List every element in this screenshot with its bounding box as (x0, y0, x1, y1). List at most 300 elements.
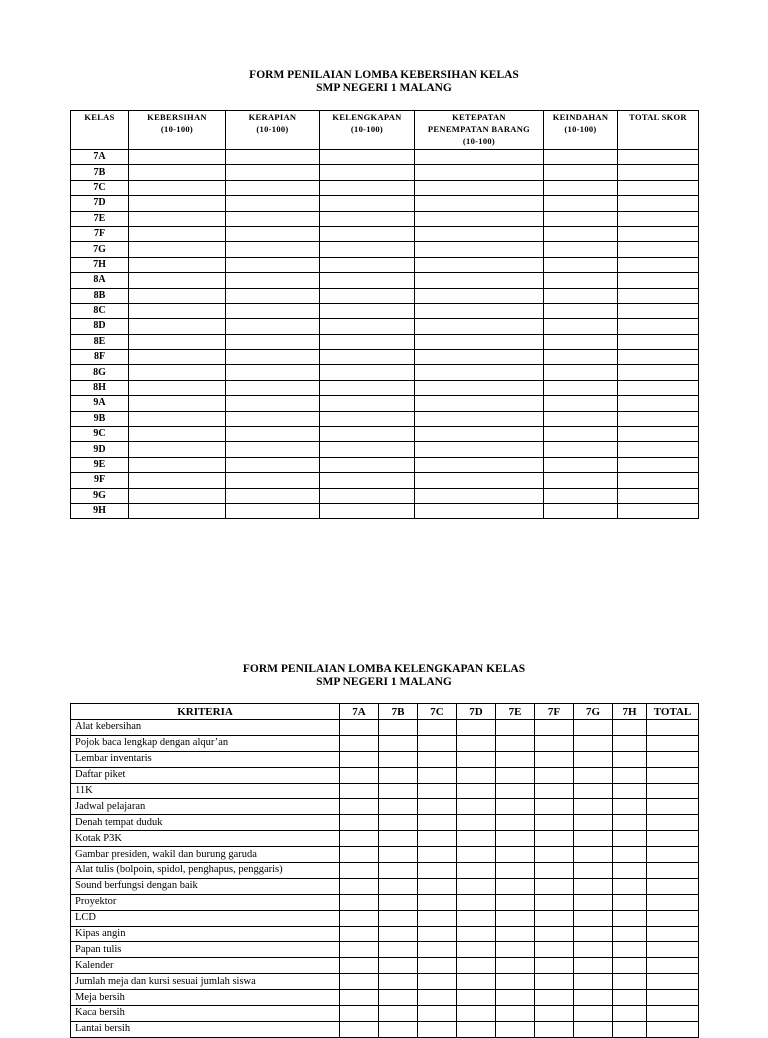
form1-score-cell[interactable] (544, 257, 618, 272)
form1-score-cell[interactable] (129, 150, 226, 165)
form1-score-cell[interactable] (129, 273, 226, 288)
form2-score-cell[interactable] (496, 815, 535, 831)
form1-score-cell[interactable] (415, 350, 544, 365)
form1-score-cell[interactable] (618, 442, 699, 457)
form1-score-cell[interactable] (618, 303, 699, 318)
form2-score-cell[interactable] (613, 847, 647, 863)
form1-score-cell[interactable] (415, 180, 544, 195)
form2-score-cell[interactable] (574, 990, 613, 1006)
form1-score-cell[interactable] (320, 257, 415, 272)
form1-score-cell[interactable] (226, 503, 320, 518)
form2-score-cell[interactable] (379, 958, 418, 974)
form2-score-cell[interactable] (457, 767, 496, 783)
form2-score-cell[interactable] (457, 863, 496, 879)
form1-score-cell[interactable] (320, 226, 415, 241)
form2-score-cell[interactable] (496, 799, 535, 815)
form1-score-cell[interactable] (618, 380, 699, 395)
form2-score-cell[interactable] (418, 863, 457, 879)
form2-score-cell[interactable] (613, 799, 647, 815)
form1-score-cell[interactable] (618, 288, 699, 303)
form2-score-cell[interactable] (418, 831, 457, 847)
form1-score-cell[interactable] (415, 365, 544, 380)
form2-score-cell[interactable] (613, 720, 647, 736)
form1-score-cell[interactable] (226, 288, 320, 303)
form2-score-cell[interactable] (613, 735, 647, 751)
form2-score-cell[interactable] (496, 831, 535, 847)
form1-score-cell[interactable] (129, 180, 226, 195)
form2-score-cell[interactable] (574, 942, 613, 958)
form1-score-cell[interactable] (320, 319, 415, 334)
form2-score-cell[interactable] (647, 894, 699, 910)
form2-score-cell[interactable] (496, 894, 535, 910)
form2-score-cell[interactable] (613, 910, 647, 926)
form1-score-cell[interactable] (618, 165, 699, 180)
form1-score-cell[interactable] (415, 150, 544, 165)
form1-score-cell[interactable] (129, 226, 226, 241)
form2-score-cell[interactable] (647, 878, 699, 894)
form2-score-cell[interactable] (457, 990, 496, 1006)
form2-score-cell[interactable] (457, 751, 496, 767)
form1-score-cell[interactable] (226, 427, 320, 442)
form2-score-cell[interactable] (379, 894, 418, 910)
form2-score-cell[interactable] (379, 990, 418, 1006)
form2-score-cell[interactable] (418, 910, 457, 926)
form2-score-cell[interactable] (535, 847, 574, 863)
form2-score-cell[interactable] (535, 910, 574, 926)
form1-score-cell[interactable] (320, 303, 415, 318)
form1-score-cell[interactable] (544, 488, 618, 503)
form2-score-cell[interactable] (613, 958, 647, 974)
form2-score-cell[interactable] (457, 958, 496, 974)
form2-score-cell[interactable] (647, 799, 699, 815)
form1-score-cell[interactable] (618, 427, 699, 442)
form2-score-cell[interactable] (340, 942, 379, 958)
form1-score-cell[interactable] (618, 319, 699, 334)
form1-score-cell[interactable] (544, 503, 618, 518)
form1-score-cell[interactable] (544, 288, 618, 303)
form1-score-cell[interactable] (544, 242, 618, 257)
form1-score-cell[interactable] (129, 473, 226, 488)
form1-score-cell[interactable] (544, 196, 618, 211)
form2-score-cell[interactable] (418, 942, 457, 958)
form1-score-cell[interactable] (226, 196, 320, 211)
form2-score-cell[interactable] (379, 831, 418, 847)
form2-score-cell[interactable] (340, 799, 379, 815)
form2-score-cell[interactable] (574, 815, 613, 831)
form1-score-cell[interactable] (129, 503, 226, 518)
form2-score-cell[interactable] (613, 894, 647, 910)
form1-score-cell[interactable] (415, 273, 544, 288)
form1-score-cell[interactable] (618, 196, 699, 211)
form2-score-cell[interactable] (418, 751, 457, 767)
form2-score-cell[interactable] (418, 878, 457, 894)
form1-score-cell[interactable] (320, 457, 415, 472)
form1-score-cell[interactable] (544, 180, 618, 195)
form1-score-cell[interactable] (544, 303, 618, 318)
form1-score-cell[interactable] (226, 473, 320, 488)
form2-score-cell[interactable] (574, 958, 613, 974)
form1-score-cell[interactable] (618, 473, 699, 488)
form1-score-cell[interactable] (618, 257, 699, 272)
form1-score-cell[interactable] (618, 503, 699, 518)
form1-score-cell[interactable] (544, 150, 618, 165)
form1-score-cell[interactable] (415, 488, 544, 503)
form2-score-cell[interactable] (379, 799, 418, 815)
form2-score-cell[interactable] (613, 974, 647, 990)
form2-score-cell[interactable] (574, 831, 613, 847)
form1-score-cell[interactable] (226, 242, 320, 257)
form2-score-cell[interactable] (496, 910, 535, 926)
form2-score-cell[interactable] (418, 926, 457, 942)
form2-score-cell[interactable] (496, 783, 535, 799)
form2-score-cell[interactable] (457, 1006, 496, 1022)
form1-score-cell[interactable] (320, 288, 415, 303)
form1-score-cell[interactable] (226, 303, 320, 318)
form2-score-cell[interactable] (574, 720, 613, 736)
form2-score-cell[interactable] (418, 847, 457, 863)
form1-score-cell[interactable] (415, 165, 544, 180)
form2-score-cell[interactable] (574, 926, 613, 942)
form2-score-cell[interactable] (340, 831, 379, 847)
form2-score-cell[interactable] (379, 720, 418, 736)
form2-score-cell[interactable] (613, 751, 647, 767)
form1-score-cell[interactable] (320, 380, 415, 395)
form1-score-cell[interactable] (544, 442, 618, 457)
form2-score-cell[interactable] (340, 783, 379, 799)
form1-score-cell[interactable] (226, 226, 320, 241)
form2-score-cell[interactable] (496, 990, 535, 1006)
form1-score-cell[interactable] (129, 427, 226, 442)
form1-score-cell[interactable] (618, 273, 699, 288)
form1-score-cell[interactable] (544, 473, 618, 488)
form1-score-cell[interactable] (226, 396, 320, 411)
form1-score-cell[interactable] (129, 165, 226, 180)
form2-score-cell[interactable] (379, 1006, 418, 1022)
form1-score-cell[interactable] (129, 334, 226, 349)
form2-score-cell[interactable] (613, 863, 647, 879)
form2-score-cell[interactable] (340, 974, 379, 990)
form1-score-cell[interactable] (618, 350, 699, 365)
form2-score-cell[interactable] (535, 974, 574, 990)
form2-score-cell[interactable] (535, 783, 574, 799)
form1-score-cell[interactable] (320, 365, 415, 380)
form1-score-cell[interactable] (415, 334, 544, 349)
form1-score-cell[interactable] (320, 442, 415, 457)
form1-score-cell[interactable] (618, 150, 699, 165)
form2-score-cell[interactable] (418, 783, 457, 799)
form1-score-cell[interactable] (618, 488, 699, 503)
form2-score-cell[interactable] (418, 894, 457, 910)
form2-score-cell[interactable] (418, 767, 457, 783)
form1-score-cell[interactable] (226, 319, 320, 334)
form2-score-cell[interactable] (647, 926, 699, 942)
form2-score-cell[interactable] (379, 878, 418, 894)
form1-score-cell[interactable] (544, 365, 618, 380)
form2-score-cell[interactable] (535, 767, 574, 783)
form1-score-cell[interactable] (226, 365, 320, 380)
form2-score-cell[interactable] (647, 847, 699, 863)
form2-score-cell[interactable] (535, 815, 574, 831)
form2-score-cell[interactable] (457, 942, 496, 958)
form2-score-cell[interactable] (535, 751, 574, 767)
form1-score-cell[interactable] (544, 226, 618, 241)
form2-score-cell[interactable] (340, 767, 379, 783)
form2-score-cell[interactable] (647, 751, 699, 767)
form1-score-cell[interactable] (320, 396, 415, 411)
form2-score-cell[interactable] (418, 720, 457, 736)
form2-score-cell[interactable] (379, 783, 418, 799)
form1-score-cell[interactable] (320, 165, 415, 180)
form1-score-cell[interactable] (544, 350, 618, 365)
form2-score-cell[interactable] (418, 815, 457, 831)
form2-score-cell[interactable] (340, 990, 379, 1006)
form2-score-cell[interactable] (457, 815, 496, 831)
form1-score-cell[interactable] (320, 196, 415, 211)
form1-score-cell[interactable] (129, 365, 226, 380)
form2-score-cell[interactable] (379, 735, 418, 751)
form2-score-cell[interactable] (613, 815, 647, 831)
form2-score-cell[interactable] (647, 990, 699, 1006)
form2-score-cell[interactable] (379, 942, 418, 958)
form1-score-cell[interactable] (544, 319, 618, 334)
form2-score-cell[interactable] (496, 958, 535, 974)
form2-score-cell[interactable] (535, 990, 574, 1006)
form2-score-cell[interactable] (457, 847, 496, 863)
form2-score-cell[interactable] (340, 751, 379, 767)
form2-score-cell[interactable] (496, 1006, 535, 1022)
form2-score-cell[interactable] (418, 735, 457, 751)
form1-score-cell[interactable] (320, 150, 415, 165)
form1-score-cell[interactable] (415, 457, 544, 472)
form2-score-cell[interactable] (574, 894, 613, 910)
form2-score-cell[interactable] (457, 974, 496, 990)
form1-score-cell[interactable] (618, 365, 699, 380)
form2-score-cell[interactable] (496, 863, 535, 879)
form2-score-cell[interactable] (340, 926, 379, 942)
form2-score-cell[interactable] (340, 878, 379, 894)
form1-score-cell[interactable] (618, 334, 699, 349)
form1-score-cell[interactable] (320, 334, 415, 349)
form1-score-cell[interactable] (415, 427, 544, 442)
form2-score-cell[interactable] (613, 767, 647, 783)
form2-score-cell[interactable] (418, 799, 457, 815)
form2-score-cell[interactable] (647, 831, 699, 847)
form1-score-cell[interactable] (320, 427, 415, 442)
form1-score-cell[interactable] (544, 165, 618, 180)
form1-score-cell[interactable] (618, 226, 699, 241)
form2-score-cell[interactable] (535, 799, 574, 815)
form2-score-cell[interactable] (496, 751, 535, 767)
form1-score-cell[interactable] (415, 396, 544, 411)
form2-score-cell[interactable] (418, 990, 457, 1006)
form2-score-cell[interactable] (574, 799, 613, 815)
form1-score-cell[interactable] (544, 457, 618, 472)
form2-score-cell[interactable] (647, 783, 699, 799)
form2-score-cell[interactable] (496, 735, 535, 751)
form2-score-cell[interactable] (613, 831, 647, 847)
form1-score-cell[interactable] (544, 273, 618, 288)
form2-score-cell[interactable] (535, 942, 574, 958)
form1-score-cell[interactable] (415, 380, 544, 395)
form1-score-cell[interactable] (618, 411, 699, 426)
form2-score-cell[interactable] (574, 863, 613, 879)
form2-score-cell[interactable] (574, 735, 613, 751)
form2-score-cell[interactable] (457, 783, 496, 799)
form1-score-cell[interactable] (320, 488, 415, 503)
form1-score-cell[interactable] (320, 180, 415, 195)
form1-score-cell[interactable] (129, 457, 226, 472)
form1-score-cell[interactable] (415, 503, 544, 518)
form1-score-cell[interactable] (129, 350, 226, 365)
form2-score-cell[interactable] (457, 910, 496, 926)
form1-score-cell[interactable] (129, 257, 226, 272)
form2-score-cell[interactable] (613, 990, 647, 1006)
form2-score-cell[interactable] (613, 783, 647, 799)
form2-score-cell[interactable] (340, 863, 379, 879)
form1-score-cell[interactable] (226, 150, 320, 165)
form2-score-cell[interactable] (535, 958, 574, 974)
form2-score-cell[interactable] (613, 1006, 647, 1022)
form2-score-cell[interactable] (613, 878, 647, 894)
form1-score-cell[interactable] (226, 165, 320, 180)
form2-score-cell[interactable] (379, 863, 418, 879)
form2-score-cell[interactable] (418, 1006, 457, 1022)
form2-score-cell[interactable] (535, 831, 574, 847)
form2-score-cell[interactable] (535, 926, 574, 942)
form2-score-cell[interactable] (535, 720, 574, 736)
form1-score-cell[interactable] (544, 211, 618, 226)
form2-score-cell[interactable] (340, 735, 379, 751)
form2-score-cell[interactable] (457, 926, 496, 942)
form2-score-cell[interactable] (379, 910, 418, 926)
form1-score-cell[interactable] (415, 473, 544, 488)
form2-score-cell[interactable] (379, 751, 418, 767)
form1-score-cell[interactable] (226, 457, 320, 472)
form1-score-cell[interactable] (544, 380, 618, 395)
form1-score-cell[interactable] (618, 457, 699, 472)
form1-score-cell[interactable] (226, 257, 320, 272)
form2-score-cell[interactable] (574, 767, 613, 783)
form1-score-cell[interactable] (415, 242, 544, 257)
form1-score-cell[interactable] (618, 242, 699, 257)
form1-score-cell[interactable] (226, 180, 320, 195)
form1-score-cell[interactable] (320, 242, 415, 257)
form2-score-cell[interactable] (574, 751, 613, 767)
form1-score-cell[interactable] (129, 242, 226, 257)
form2-score-cell[interactable] (457, 878, 496, 894)
form1-score-cell[interactable] (415, 411, 544, 426)
form1-score-cell[interactable] (129, 211, 226, 226)
form2-score-cell[interactable] (647, 1006, 699, 1022)
form2-score-cell[interactable] (379, 815, 418, 831)
form1-score-cell[interactable] (320, 473, 415, 488)
form1-score-cell[interactable] (129, 442, 226, 457)
form2-score-cell[interactable] (496, 847, 535, 863)
form2-score-cell[interactable] (535, 894, 574, 910)
form1-score-cell[interactable] (320, 211, 415, 226)
form1-score-cell[interactable] (226, 380, 320, 395)
form1-score-cell[interactable] (129, 319, 226, 334)
form1-score-cell[interactable] (320, 503, 415, 518)
form1-score-cell[interactable] (320, 273, 415, 288)
form1-score-cell[interactable] (415, 211, 544, 226)
form1-score-cell[interactable] (226, 334, 320, 349)
form2-score-cell[interactable] (418, 958, 457, 974)
form2-score-cell[interactable] (647, 958, 699, 974)
form2-score-cell[interactable] (340, 1006, 379, 1022)
form1-score-cell[interactable] (129, 196, 226, 211)
form1-score-cell[interactable] (226, 350, 320, 365)
form1-score-cell[interactable] (415, 288, 544, 303)
form2-score-cell[interactable] (457, 720, 496, 736)
form2-score-cell[interactable] (647, 815, 699, 831)
form2-score-cell[interactable] (457, 799, 496, 815)
form2-score-cell[interactable] (647, 720, 699, 736)
form2-score-cell[interactable] (574, 847, 613, 863)
form2-score-cell[interactable] (574, 910, 613, 926)
form2-score-cell[interactable] (647, 942, 699, 958)
form1-score-cell[interactable] (129, 380, 226, 395)
form1-score-cell[interactable] (415, 226, 544, 241)
form2-score-cell[interactable] (613, 942, 647, 958)
form1-score-cell[interactable] (226, 211, 320, 226)
form2-score-cell[interactable] (647, 863, 699, 879)
form1-score-cell[interactable] (415, 442, 544, 457)
form2-score-cell[interactable] (379, 926, 418, 942)
form2-score-cell[interactable] (574, 1006, 613, 1022)
form2-score-cell[interactable] (379, 847, 418, 863)
form1-score-cell[interactable] (129, 411, 226, 426)
form1-score-cell[interactable] (226, 411, 320, 426)
form2-score-cell[interactable] (535, 863, 574, 879)
form1-score-cell[interactable] (544, 334, 618, 349)
form1-score-cell[interactable] (320, 350, 415, 365)
form1-score-cell[interactable] (129, 396, 226, 411)
form2-score-cell[interactable] (340, 958, 379, 974)
form2-score-cell[interactable] (340, 720, 379, 736)
form2-score-cell[interactable] (496, 942, 535, 958)
form2-score-cell[interactable] (340, 847, 379, 863)
form2-score-cell[interactable] (496, 926, 535, 942)
form1-score-cell[interactable] (544, 411, 618, 426)
form1-score-cell[interactable] (618, 396, 699, 411)
form1-score-cell[interactable] (618, 211, 699, 226)
form2-score-cell[interactable] (647, 974, 699, 990)
form2-score-cell[interactable] (574, 974, 613, 990)
form2-score-cell[interactable] (340, 894, 379, 910)
form2-score-cell[interactable] (496, 720, 535, 736)
form1-score-cell[interactable] (226, 442, 320, 457)
form2-score-cell[interactable] (574, 878, 613, 894)
form1-score-cell[interactable] (544, 396, 618, 411)
form2-score-cell[interactable] (647, 910, 699, 926)
form2-score-cell[interactable] (379, 974, 418, 990)
form1-score-cell[interactable] (226, 488, 320, 503)
form1-score-cell[interactable] (415, 319, 544, 334)
form1-score-cell[interactable] (544, 427, 618, 442)
form2-score-cell[interactable] (574, 783, 613, 799)
form2-score-cell[interactable] (647, 767, 699, 783)
form1-score-cell[interactable] (129, 488, 226, 503)
form2-score-cell[interactable] (613, 926, 647, 942)
form1-score-cell[interactable] (618, 180, 699, 195)
form1-score-cell[interactable] (415, 257, 544, 272)
form2-score-cell[interactable] (418, 974, 457, 990)
form2-score-cell[interactable] (457, 735, 496, 751)
form2-score-cell[interactable] (496, 878, 535, 894)
form2-score-cell[interactable] (457, 831, 496, 847)
form2-score-cell[interactable] (535, 1006, 574, 1022)
